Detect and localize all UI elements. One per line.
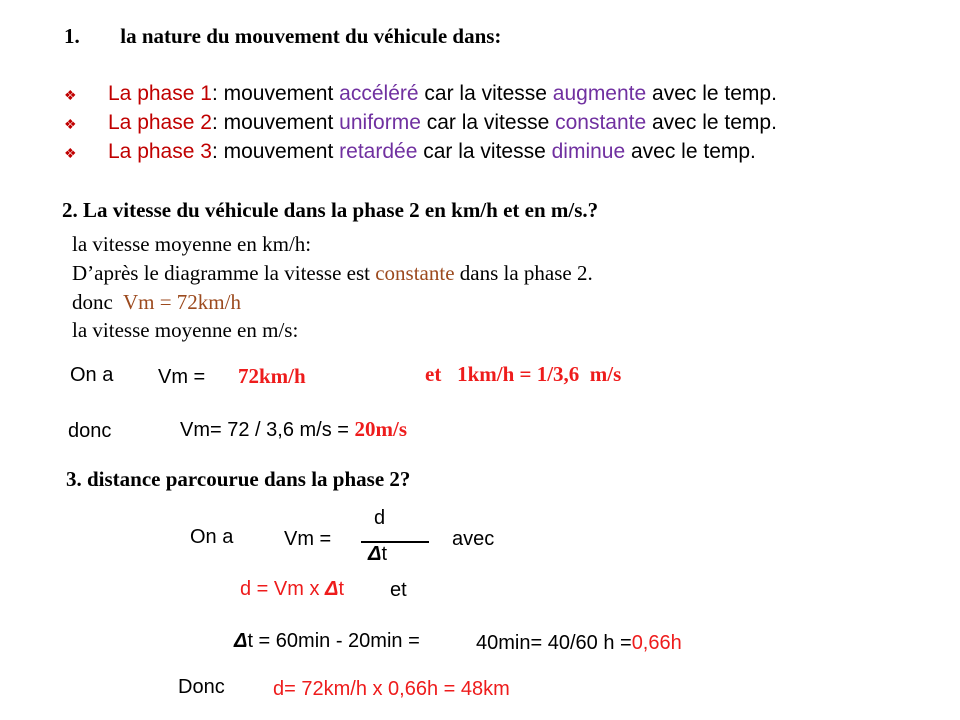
diamond-bullet-icon: ❖: [64, 145, 77, 161]
highlight-text: Vm = 72km/h: [122, 290, 241, 314]
section2-donc: donc: [68, 420, 112, 442]
delta-value-highlight: 0,66h: [631, 632, 682, 654]
section3-final: d= 72km/h x 0,66h = 48km: [273, 678, 510, 700]
section2-on-a: On a: [70, 364, 114, 386]
section2-line4: la vitesse moyenne en m/s:: [72, 318, 299, 342]
phase-line-1: [64, 82, 777, 106]
time-var: t: [381, 543, 387, 565]
phase-text: : mouvement: [211, 111, 340, 134]
phase-text: : mouvement: [211, 140, 340, 163]
phase-text: : mouvement: [211, 82, 340, 105]
line-text: D’après le diagramme la vitesse est: [72, 261, 376, 285]
highlight-text: constante: [375, 261, 455, 285]
section2-heading: 2. La vitesse du véhicule dans la phase 2 en km/h et en m/s.?: [62, 198, 599, 222]
section3-heading: 3. distance parcourue dans la phase 2?: [66, 467, 411, 491]
section2-line3: [72, 290, 241, 314]
phase-text: avec le temp.: [646, 111, 777, 134]
phase-line-3: [64, 140, 756, 164]
delta-symbol: Δ: [325, 578, 339, 600]
phase-change: constante: [555, 111, 647, 134]
fraction-numerator: d: [374, 507, 386, 529]
phase-change: diminue: [551, 140, 626, 163]
diamond-bullet-icon: ❖: [64, 116, 77, 132]
calc-text: Vm= 72 / 3,6 m/s =: [180, 419, 355, 441]
section1-title: la nature du mouvement du véhicule dans:: [120, 24, 502, 48]
phase-label: La phase 3: [108, 140, 212, 163]
section3-avec: avec: [452, 528, 495, 550]
diamond-bullet-icon: ❖: [64, 87, 77, 103]
formula-text: d = Vm x: [240, 578, 326, 600]
section2-line1: la vitesse moyenne en km/h:: [72, 232, 312, 256]
section3-delta-value: [476, 632, 682, 655]
section3-donc: Donc: [178, 676, 225, 698]
delta-symbol: Δ: [368, 543, 382, 565]
section1-number: 1.: [64, 24, 80, 48]
delta-text: t = 60min - 20min =: [247, 630, 420, 652]
section2-calc: [180, 417, 407, 442]
phase-label: La phase 1: [108, 82, 212, 105]
section3-et: et: [390, 579, 407, 601]
fraction-denominator: [368, 543, 387, 566]
section3-on-a: On a: [190, 526, 234, 548]
phase-label: La phase 2: [108, 111, 212, 134]
section1-heading: [64, 24, 501, 48]
time-var: t: [338, 578, 345, 600]
delta-value-text: 40min= 40/60 h =: [476, 632, 632, 654]
phase-text: avec le temp.: [625, 140, 756, 163]
section3-vm-label: Vm =: [284, 528, 332, 550]
phase-kind: retardée: [339, 140, 418, 163]
section2-vm-label: Vm =: [158, 366, 206, 388]
delta-symbol: Δ: [234, 630, 248, 652]
phase-change: augmente: [552, 82, 647, 105]
phase-text: avec le temp.: [646, 82, 777, 105]
section2-vm-value: 72km/h: [238, 364, 306, 388]
phase-kind: accéléré: [339, 82, 419, 105]
phase-text: car la vitesse: [420, 111, 556, 134]
phase-line-2: [64, 111, 777, 135]
section3-delta-expr: [234, 630, 420, 653]
phase-text: car la vitesse: [417, 140, 552, 163]
calc-result: 20m/s: [354, 417, 408, 441]
phase-text: car la vitesse: [418, 82, 553, 105]
section2-conversion: et 1km/h = 1/3,6 m/s: [425, 362, 622, 386]
phase-kind: uniforme: [339, 111, 421, 134]
section3-formula: [240, 578, 344, 601]
line-text: dans la phase 2.: [454, 261, 593, 285]
line-text: donc: [72, 290, 123, 314]
section2-line2: [72, 261, 593, 285]
